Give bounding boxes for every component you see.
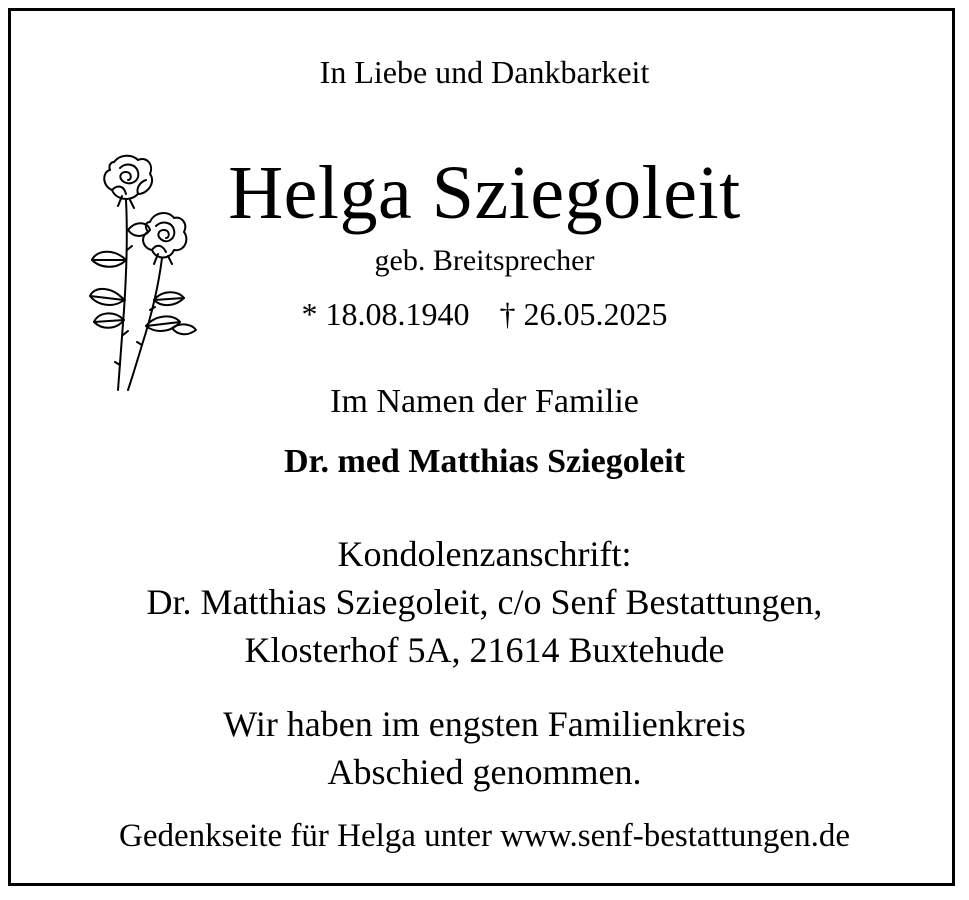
signer-name: Dr. med Matthias Sziegoleit xyxy=(283,443,685,480)
condolence-address-line-1: Dr. Matthias Sziegoleit, c/o Senf Bestattungen, xyxy=(146,582,823,622)
memorial-page-text: Gedenkseite für Helga unter www.senf-bestattungen.de xyxy=(119,818,850,854)
death-date: † 26.05.2025 xyxy=(499,296,668,332)
condolence-label: Kondolenzanschrift: xyxy=(337,534,632,574)
farewell-line-1: Wir haben im engsten Familienkreis xyxy=(223,704,746,744)
birth-date: * 18.08.1940 xyxy=(301,296,470,332)
maiden-name: geb. Breitsprecher xyxy=(374,244,595,277)
condolence-address-line-2: Klosterhof 5A, 21614 Buxtehude xyxy=(244,630,725,670)
life-dates xyxy=(0,296,969,333)
on-behalf-text: Im Namen der Familie xyxy=(330,383,639,420)
intro-text: In Liebe und Dankbarkeit xyxy=(319,54,650,90)
deceased-name: Helga Sziegoleit xyxy=(228,151,741,235)
farewell-line-2: Abschied genommen. xyxy=(327,752,642,792)
